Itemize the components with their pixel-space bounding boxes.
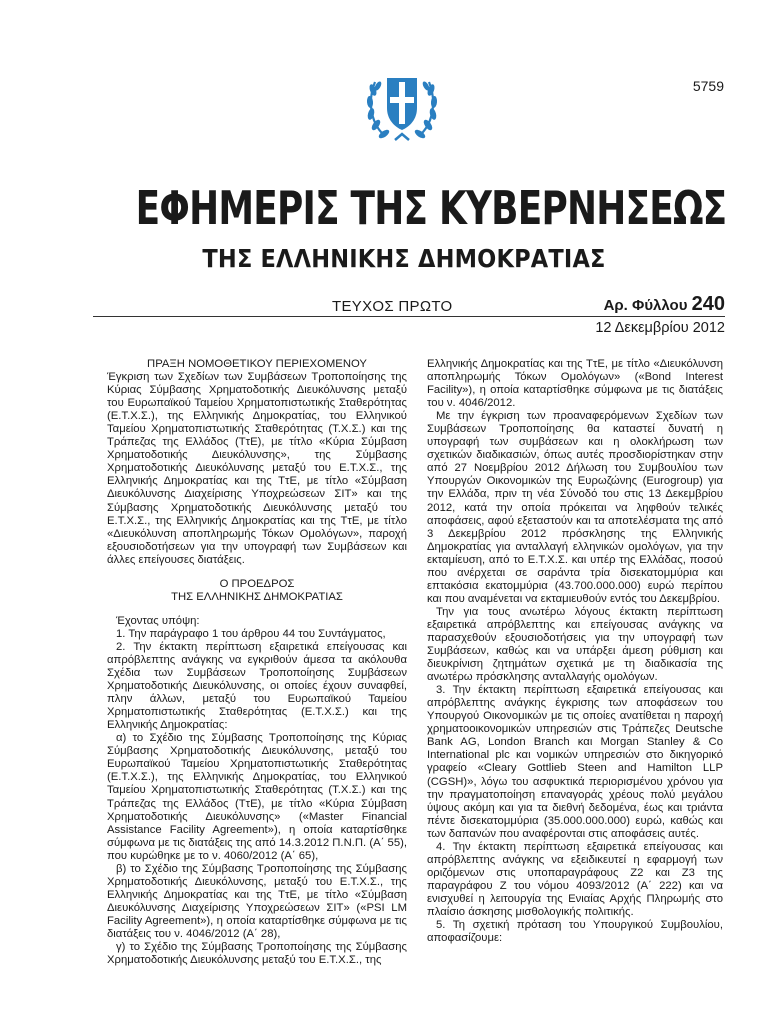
sheet-number-value: 240 bbox=[691, 293, 725, 315]
paragraph: Την για τους ανωτέρω λόγους έκτακτη περίπτωση εξαιρετικά απρόβλεπτης και επείγουσας ανάγκης να παρασχεθούν εξουσιοδοτήσεις για την υπογραφή των Συμβάσεων, καθώς και να υπάρξει άμεση ρύθμιση και διευκρίνιση ζητημάτων σχετικά με τη διαδικασία της ανωτέρω πρόσκλησης ανταλλαγής ομολόγων. bbox=[427, 605, 723, 684]
issue-label: ΤΕΥΧΟΣ ΠΡΩΤΟ bbox=[332, 298, 453, 315]
act-title: ΠΡΑΞΗ ΝΟΜΟΘΕΤΙΚΟΥ ΠΕΡΙΕΧΟΜΕΝΟΥ bbox=[147, 358, 367, 370]
paragraph: γ) το Σχέδιο της Σύμβασης Τροποποίησης της Σύμβασης Χρηματοδοτικής Διευκόλυνσης μεταξύ του Ε.Τ.Χ.Σ., της bbox=[107, 941, 407, 967]
paragraph: 4. Την έκτακτη περίπτωση εξαιρετικά επείγουσας και απρόβλεπτης ανάγκης να εξειδικευτεί η εφαρμογή των οριζόμενων στις υποπαραγράφους Ζ2 και Ζ3 της παραγράφου Ζ του νόμου 4093/2012 (Α΄ 222) και να ενισχυθεί η λειτουργία της Ενιαίας Αρχής Πληρωμής στο πλαίσιο άσκησης μισθολογικής πολιτικής. bbox=[427, 840, 723, 918]
paragraph: Ελληνικής Δημοκρατίας και της ΤτΕ, με τίτλο «Διευκόλυνση αποπληρωμής Τόκων Ομολόγων» («Bond Interest Facility»), η οποία καταρτίσθηκε σύμφωνα με τις διατάξεις του ν. 4046/2012. bbox=[427, 358, 723, 410]
president-heading-republic: ΤΗΣ ΕΛΛΗΝΙΚΗΣ ΔΗΜΟΚΡΑΤΙΑΣ bbox=[171, 590, 343, 603]
president-heading: Ο ΠΡΟΕΔΡΟΣ bbox=[219, 577, 295, 590]
paragraph: Με την έγκριση των προαναφερόμενων Σχεδίων των Συμβάσεων Τροποποίησης θα καταστεί δυνατή η υπογραφή των συμβάσεων και η ολοκλήρωση των σχετικών διαδικασιών, όπως αυτές προσδιορίστηκαν στην από 27 Νοεμβρίου 2012 Δήλωση του Συμβουλίου των Υπουργών Οικονομικών της Ευρωζώνης (Eurogroup) για την Ελλάδα, πριν τη νέα Σύνοδό του στις 13 Δεκεμβρίου 2012, κατά την οποία πρόκειται να ληφθούν τελικές αποφάσεις, αφού εξεταστούν και τα αποτελέσματα της από 3 Δεκεμβρίου 2012 πρόσκλησης της Ελληνικής Δημοκρατίας για ανταλλαγή ελληνικών ομολόγων, για την εκταμίευση, από το Ε.Τ.Χ.Σ. και υπέρ της Ελλάδας, ποσού που ανέρχεται σε σαράντα τρία δισεκατομμύρια και επτακόσια εκατομμύρια (43.700.000.000) ευρώ περίπου και που αναμένεται να εκταμιευθούν εντός του Δεκεμβρίου. bbox=[427, 410, 723, 605]
sheet-number bbox=[595, 293, 725, 316]
right-column bbox=[427, 358, 723, 945]
masthead-subtitle: ΤΗΣ ΕΛΛΗΝΙΚΗΣ ΔΗΜΟΚΡΑΤΙΑΣ bbox=[202, 244, 606, 273]
paragraph: Έχοντας υπόψη: bbox=[116, 614, 200, 627]
paragraph: 3. Την έκτακτη περίπτωση εξαιρετικά επείγουσας και απρόβλεπτης ανάγκης έγκρισης των αποφάσεων του Υπουργού Οικονομικών με τις οποίες ανατίθεται η παροχή χρηματοοικονομικών υπηρεσιών στις Τράπεζες Deutsche Bank AG, London Branch και Morgan Stanley & Co International plc και νομικών υπηρεσιών στο δικηγορικό γραφείο «Cleary Gottlieb Steen and Hamilton LLP (CGSH)», λόγω του ασφυκτικά περιορισμένου χρόνου για την πραγματοποίηση επαναγοράς χρέους πολύ μεγάλου ύψους ακόμη και για τα διεθνή δεδομένα, έως και τριάντα πέντε δισεκατομμύρια (35.000.000.000) ευρώ, καθώς και των δαπανών που αναφέρονται στις αποφάσεις αυτές. bbox=[427, 684, 723, 840]
greek-coat-of-arms-icon bbox=[365, 64, 439, 146]
page-number: 5759 bbox=[692, 78, 724, 94]
act-summary: Έγκριση των Σχεδίων των Συμβάσεων Τροποποίησης της Κύριας Σύμβασης Χρηματοδοτικής Διευκόλυνσης μεταξύ του Ευρωπαϊκού Ταμείου Χρηματοπιστωτικής Σταθερότητας (Ε.Τ.Χ.Σ.), της Ελληνικής Δημοκρατίας, του Ελληνικού Ταμείου Χρηματοπιστωτικής Σταθερότητας (Τ.Χ.Σ.) και της Τράπεζας της Ελλάδος (ΤτΕ), με τίτλο «Κύρια Σύμβαση Χρηματοδοτικής Διευκόλυνσης», της Σύμβασης Χρηματοδοτικής Διευκόλυνσης μεταξύ του Ε.Τ.Χ.Σ., της Ελληνικής Δημοκρατίας και της ΤτΕ, με τίτλο «Σύμβαση Διευκόλυνσης Διαχείρισης Υποχρεώσεων ΣΙΤ» και της Σύμβασης Χρηματοδοτικής Διευκόλυνσης μεταξύ του Ε.Τ.Χ.Σ., της Ελληνικής Δημοκρατίας και της ΤτΕ, με τίτλο «Διευκόλυνση αποπληρωμής Τόκων Ομολόγων», παροχή εξουσιοδοτήσεων για την υπογραφή των Συμβάσεων και άλλες επείγουσες διατάξεις. bbox=[107, 371, 407, 566]
newspaper-masthead: ΕΦΗΜΕΡΙΣ ΤΗΣ ΚΥΒΕΡΝΗΣΕΩΣ bbox=[135, 181, 727, 235]
paragraph: β) το Σχέδιο της Σύμβασης Τροποποίησης της Σύμβασης Χρηματοδοτικής Διευκόλυνσης, μεταξύ του Ε.Τ.Χ.Σ., της Ελληνικής Δημοκρατίας και της ΤτΕ, με τίτλο «Σύμβαση Διευκόλυνσης Διαχείρισης Υποχρεώσεων ΣΙΤ» («PSI LM Facility Agreement»), η οποία καταρτίσθηκε σύμφωνα με τις διατάξεις του ν. 4046/2012 (Α΄ 28), bbox=[107, 862, 407, 940]
sheet-label: Αρ. Φύλλου bbox=[603, 297, 688, 314]
header-divider bbox=[93, 316, 725, 317]
paragraph: α) το Σχέδιο της Σύμβασης Τροποποίησης της Κύριας Σύμβασης Χρηματοδοτικής Διευκόλυνσης, μεταξύ του Ευρωπαϊκού Ταμείου Χρηματοπιστωτικής Σταθερότητας (Ε.Τ.Χ.Σ.), της Ελληνικής Δημοκρατίας, του Ελληνικού Ταμείου Χρηματοπιστωτικής Σταθερότητας (Τ.Χ.Σ.) και της Τράπεζας της Ελλάδος (ΤτΕ), με τίτλο «Κύρια Σύμβαση Χρηματοδοτικής Διευκόλυνσης» («Master Financial Assistance Facility Agreement»), η οποία καταρτίσθηκε σύμφωνα με τις διατάξεις της από 14.3.2012 Π.Ν.Π. (Α΄ 55), που κυρώθηκε με το ν. 4060/2012 (Α΄ 65), bbox=[107, 732, 407, 862]
paragraph: 1. Την παράγραφο 1 του άρθρου 44 του Συντάγματος, bbox=[116, 627, 386, 640]
left-column bbox=[107, 358, 407, 967]
publication-date: 12 Δεκεμβρίου 2012 bbox=[595, 320, 725, 336]
paragraph: 5. Τη σχετική πρόταση του Υπουργικού Συμβουλίου, αποφασίζουμε: bbox=[427, 919, 723, 945]
paragraph: 2. Την έκτακτη περίπτωση εξαιρετικά επείγουσας και απρόβλεπτης ανάγκης να εγκριθούν άμεσα τα ακόλουθα Σχέδια των Συμβάσεων Τροποποίησης Συμβάσεων Χρηματοδοτικής Διευκόλυνσης, οι οποίες έχουν συναφθεί, πλην άλλων, μεταξύ του Ευρωπαϊκού Ταμείου Χρηματοπιστωτικής Σταθερότητας (Ε.Τ.Χ.Σ.) και της Ελληνικής Δημοκρατίας: bbox=[107, 640, 407, 732]
